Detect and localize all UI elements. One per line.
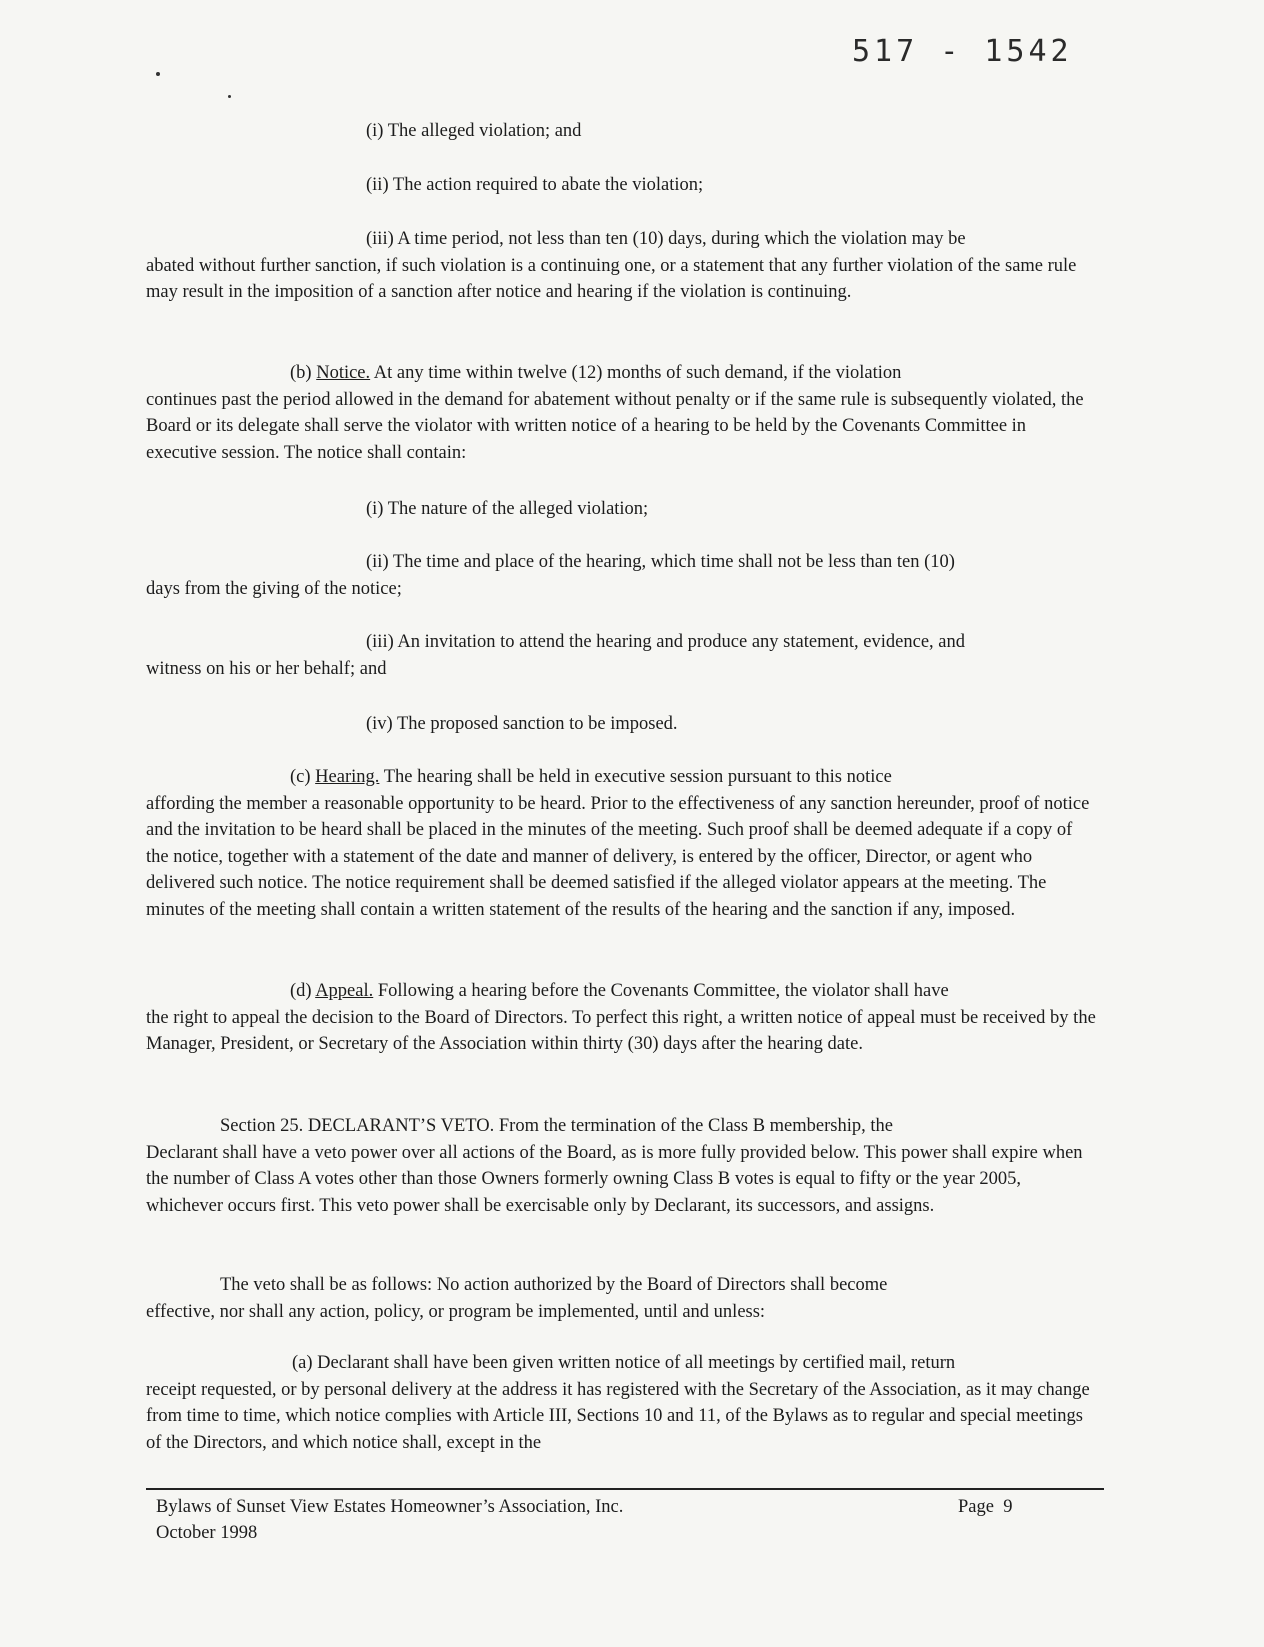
- item-text: (i) The alleged violation; and: [366, 121, 582, 141]
- item-text-rest: witness on his or her behalf; and: [146, 658, 387, 679]
- footer-title: Bylaws of Sunset View Estates Homeowner’s Association, Inc.: [156, 1497, 624, 1517]
- veto-condition-a: [146, 1350, 1096, 1456]
- veto-conditions-intro: [146, 1272, 1096, 1325]
- paragraph-heading: Appeal.: [315, 981, 374, 1001]
- scan-speck: [156, 72, 160, 76]
- paragraph-c-hearing: [146, 764, 1096, 923]
- notice-item-i: [146, 496, 1096, 523]
- paragraph-text-first: At any time within twelve (12) months of such demand, if the violation: [373, 363, 902, 383]
- paragraph-heading: Notice.: [316, 363, 371, 383]
- section-25-declarants-veto: [146, 1113, 1096, 1219]
- footer-rule: [146, 1488, 1104, 1490]
- paragraph-d-appeal: [146, 978, 1096, 1058]
- section-text-first: Section 25. DECLARANT’S VETO. From the termination of the Class B membership, the: [220, 1116, 893, 1136]
- paragraph-b-notice: [146, 360, 1096, 466]
- page-number: 9: [1003, 1497, 1013, 1517]
- paragraph-text-first: (a) Declarant shall have been given written notice of all meetings by certified mail, return: [292, 1353, 956, 1373]
- paragraph-text-rest: affording the member a reasonable opportunity to be heard. Prior to the effectiveness of any sanction hereunder, proof of notice and the invitation to be heard shall be placed in the minutes of the meeting. Such proof shall be deemed adequate if a copy of the notice, together with a statement of the date and manner of delivery, is entered by the officer, Director, or agent who delivered such notice. The notice requirement shall be deemed satisfied if the alleged violator appears at the meeting. The minutes of the meeting shall contain a written statement of the results of the hearing and the sanction if any, imposed.: [146, 793, 1090, 920]
- footer-page-number: [958, 1494, 1012, 1520]
- item-text-rest: abated without further sanction, if such violation is a continuing one, or a statement that any further violation of the same rule may result in the imposition of a sanction after notice and hearing if the violation is continuing.: [146, 255, 1077, 302]
- page-stamp: 517 - 1542: [852, 34, 1073, 69]
- page-label: Page: [958, 1497, 994, 1517]
- paragraph-text-rest: receipt requested, or by personal delivery at the address it has registered with the Secretary of the Association, as it may change from time to time, which notice complies with Article III, Sections 10 and 11, of the Bylaws as to regular and special meetings of the Directors, and which notice shall, except in the: [146, 1379, 1090, 1453]
- item-i-violation: [146, 118, 1096, 145]
- footer-document-info: [156, 1494, 623, 1546]
- notice-item-iii: [146, 629, 1096, 682]
- paragraph-text-rest: the right to appeal the decision to the Board of Directors. To perfect this right, a written notice of appeal must be received by the Manager, President, or Secretary of the Association within thirty (30) days after the hearing date.: [146, 1007, 1096, 1054]
- paragraph-heading: Hearing.: [315, 767, 380, 787]
- item-text-first: (iii) A time period, not less than ten (10) days, during which the violation may be: [366, 229, 966, 249]
- paragraph-text-rest: effective, nor shall any action, policy, or program be implemented, until and unless:: [146, 1301, 766, 1322]
- item-ii-action: [146, 172, 1096, 199]
- item-text-first: (ii) The time and place of the hearing, which time shall not be less than ten (10): [366, 552, 955, 572]
- item-text: (ii) The action required to abate the violation;: [366, 175, 704, 195]
- section-text-rest: Declarant shall have a veto power over all actions of the Board, as is more fully provided below. This power shall expire when the number of Class A votes other than those Owners formerly owning Class B votes is equal to fifty or the year 2005, whichever occurs first. This veto power shall be exercisable only by Declarant, its successors, and assigns.: [146, 1142, 1083, 1216]
- scan-speck: [228, 95, 231, 98]
- paragraph-prefix: (d): [290, 981, 312, 1001]
- footer-date: October 1998: [156, 1523, 258, 1543]
- notice-item-ii: [146, 549, 1096, 602]
- paragraph-prefix: (b): [290, 363, 312, 383]
- paragraph-text-rest: continues past the period allowed in the demand for abatement without penalty or if the same rule is subsequently violated, the Board or its delegate shall serve the violator with written notice of a hearing to be held by the Covenants Committee in executive session. The notice shall contain:: [146, 389, 1084, 463]
- item-text-first: (iii) An invitation to attend the hearing and produce any statement, evidence, and: [366, 632, 966, 652]
- paragraph-text-first: The hearing shall be held in executive session pursuant to this notice: [383, 767, 892, 787]
- item-text-rest: days from the giving of the notice;: [146, 578, 402, 599]
- paragraph-prefix: (c): [290, 767, 311, 787]
- paragraph-text-first: Following a hearing before the Covenants Committee, the violator shall have: [377, 981, 949, 1001]
- notice-item-iv: [146, 711, 1096, 738]
- item-text: (iv) The proposed sanction to be imposed.: [366, 714, 678, 734]
- item-iii-time-period: [146, 226, 1096, 306]
- paragraph-text-first: The veto shall be as follows: No action authorized by the Board of Directors shall become: [220, 1275, 888, 1295]
- item-text: (i) The nature of the alleged violation;: [366, 499, 649, 519]
